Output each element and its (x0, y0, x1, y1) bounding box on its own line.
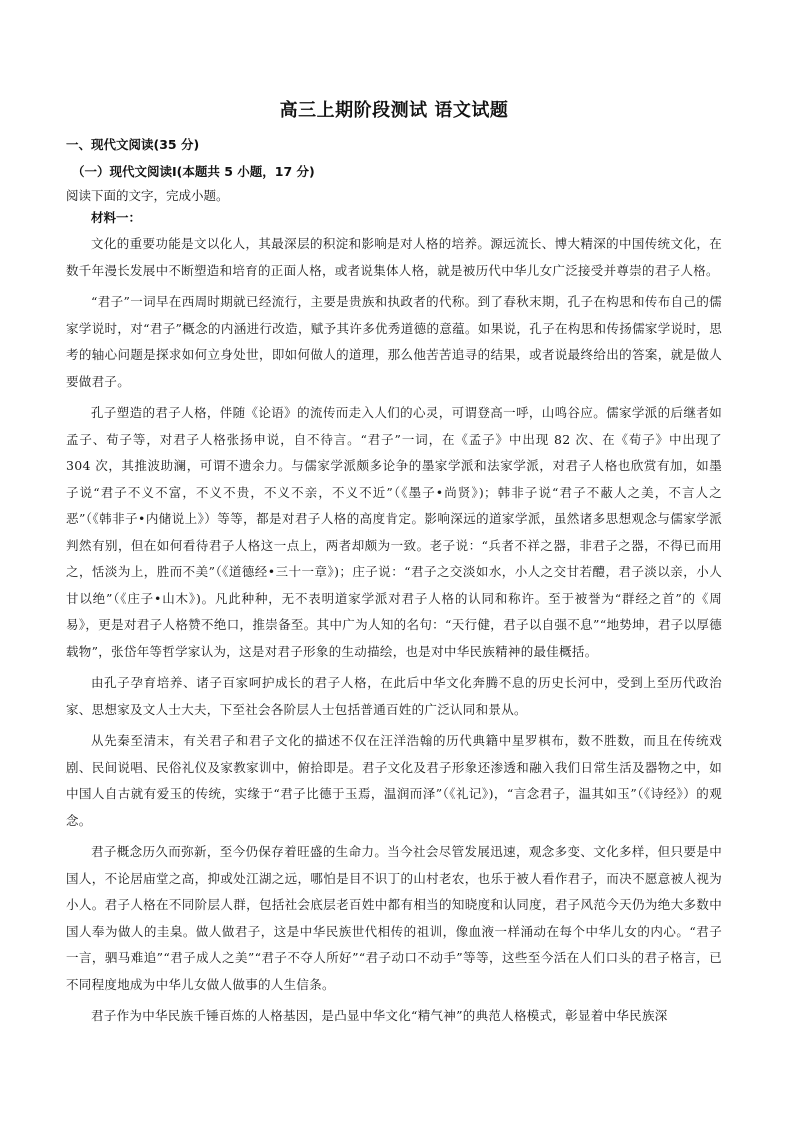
section-heading: 一、现代文阅读(35 分) (66, 137, 200, 152)
material-label: 材料一： (91, 210, 142, 225)
paragraph: 从先秦至清末，有关君子和君子文化的描述不仅在汪洋浩翰的历代典籍中星罗棋布，数不胜数，而且在传统戏剧、民间说唱、民俗礼仪及家教家训中，俯拾即是。君子文化及君子形象还渗透和融入我们日常生活及器物之中，如中国人自古就有爱玉的传统，实缘于“君子比德于玉焉，温润而泽”（《礼记》)，“言念君子，温其如玉”（《诗经》）的观念。 (66, 733, 722, 828)
paragraph: “君子”一词早在西周时期就已经流行，主要是贵族和执政者的代称。到了春秋末期，孔子在构思和传布自己的儒家学说时，对“君子”概念的内涵进行改造，赋予其许多优秀道德的意蕴。如果说，孔子在构思和传扬儒家学说时，思考的轴心问题是探求如何立身处世，即如何做人的道理，那么他苦苦追寻的结果，或者说最终给出的答案，就是做人要做君子。 (66, 294, 722, 389)
paragraph: 文化的重要功能是文以化人，其最深层的积淀和影响是对人格的培养。源远流长、博大精深的中国传统文化，在数千年漫长发展中不断塑造和培育的正面人格，或者说集体人格，就是被历代中华儿女广泛接受并尊崇的君子人格。 (66, 236, 722, 278)
paragraph: 孔子塑造的君子人格，伴随《论语》的流传而走入人们的心灵，可谓登高一呼，山鸣谷应。儒家学派的后继者如孟子、荀子等，对君子人格张扬申说，自不待言。“君子”一词，在《孟子》中出现 82 次、在《荀子》中出现了 304 次，其推波助澜，可谓不遗余力。与儒家学派颇多论争的墨家学派和法家学派，对君子人格也欣赏有加，如墨子说“君子不义不富，不义不贵，不义不亲，不义不近”（《墨子•尚贤》)；韩非子说“君子不蔽人之美，不言人之恶”（《韩非子•内储说上》）等等，都是对君子人格的高度肯定。影响深远的道家学派，虽然诸多思想观念与儒家学派判然有别，但在如何看待君子人格这一点上，两者却颇为一致。老子说：“兵者不祥之器，非君子之器，不得已而用之，恬淡为上，胜而不美”（《道德经•三十一章》)；庄子说：“君子之交淡如水，小人之交甘若醴，君子淡以亲，小人甘以绝”（《庄子•山木》)。凡此种种，无不表明道家学派对君子人格的认同和称许。至于被誉为“群经之首”的《周易》，更是对君子人格赞不绝口，推崇备至。其中广为人知的名句：“天行健，君子以自强不息”“地势坤，君子以厚德载物”，张岱年等哲学家认为，这是对君子形象的生动描绘，也是对中华民族精神的最佳概括。 (66, 405, 722, 659)
paragraph: 君子概念历久而弥新，至今仍保存着旺盛的生命力。当今社会尽管发展迅速，观念多变、文化多样，但只要是中国人，不论居庙堂之高，抑或处江湖之远，哪怕是目不识丁的山村老农，也乐于被人看作君子，而决不愿意被人视为小人。君子人格在不同阶层人群，包括社会底层老百姓中都有相当的知晓度和认同度，君子风范今天仍为绝大多数中国人奉为做人的圭臬。做人做君子，这是中华民族世代相传的祖训，像血液一样涌动在每个中华儿女的内心。“君子一言，驷马难追”“君子成人之美”“君子不夺人所好”“君子动口不动手”等等，这些至今活在人们口头的君子格言，已不同程度地成为中华儿女做人做事的人生信条。 (66, 844, 722, 992)
exam-title: 高三上期阶段测试 语文试题 (279, 100, 509, 121)
paragraph: 君子作为中华民族千锤百炼的人格基因，是凸显中华文化“精气神”的典范人格模式，彰显着中华民族深 (91, 1008, 668, 1023)
reading-instruction: 阅读下面的文字，完成小题。 (66, 188, 229, 203)
subsection-heading: （一）现代文阅读Ⅰ(本题共 5 小题，17 分) (72, 164, 315, 179)
paragraph: 由孔子孕育培养、诸子百家呵护成长的君子人格，在此后中华文化奔腾不息的历史长河中，受到上至历代政治家、思想家及文人士大夫，下至社会各阶层人士包括普通百姓的广泛认同和景从。 (66, 675, 722, 717)
